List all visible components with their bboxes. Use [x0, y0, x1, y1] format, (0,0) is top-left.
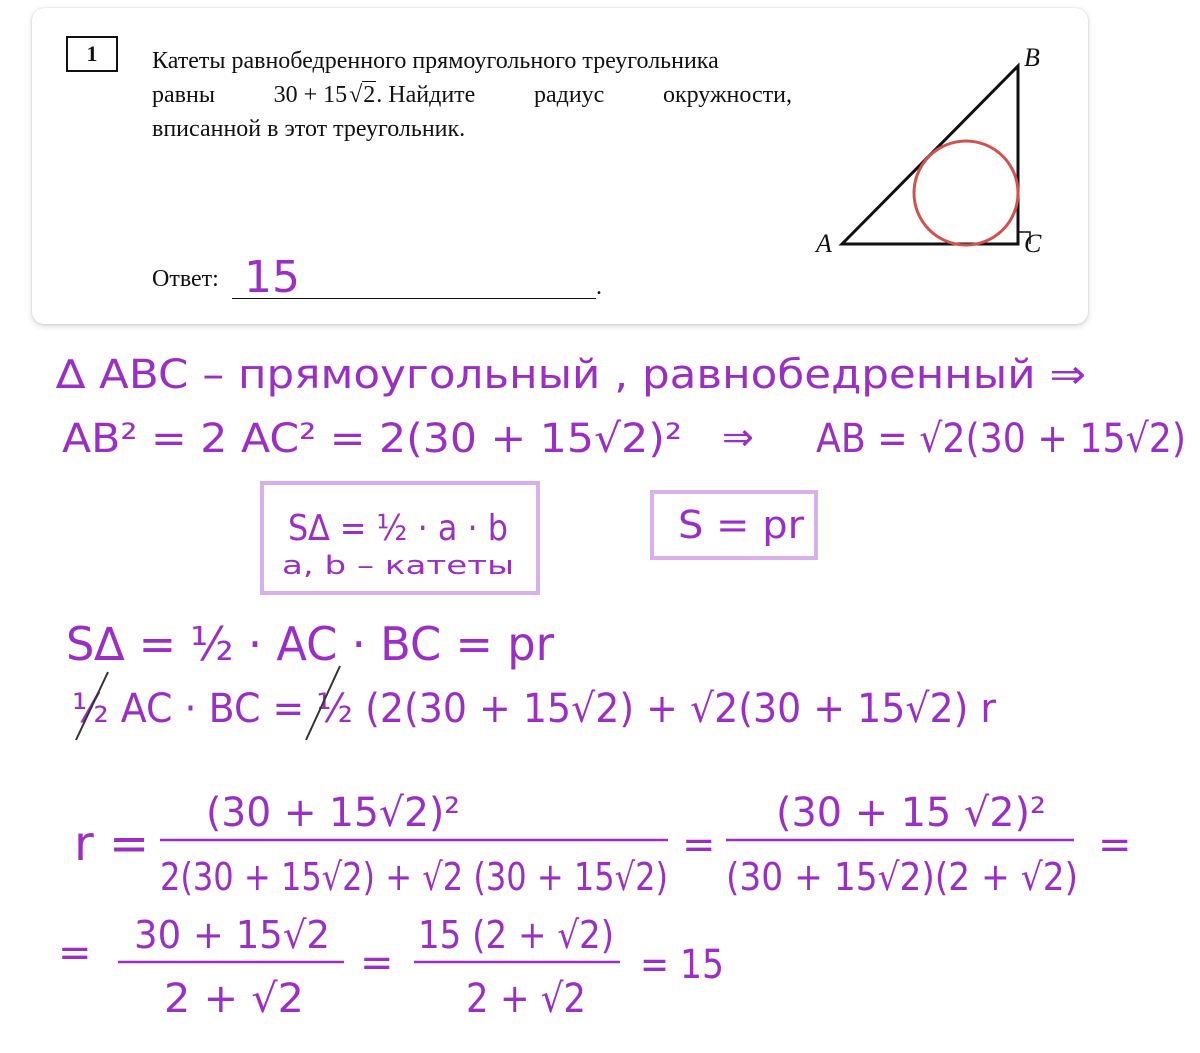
- answer-period: .: [596, 274, 602, 300]
- answer-label: Ответ:: [152, 266, 219, 292]
- statement-word: равны: [152, 82, 215, 108]
- radicand: 2: [363, 82, 376, 108]
- answer-value: 15: [244, 252, 300, 303]
- problem-number: 1: [66, 36, 118, 72]
- statement-line-1: Катеты равнобедренного прямоугольного треугольника: [152, 48, 719, 74]
- solution-line-4: ½ AC · BC = ½ (2(30 + 15√2) + √2(30 + 15√2) r: [72, 686, 997, 732]
- equals-sign: =: [58, 930, 92, 976]
- r-label: r =: [74, 816, 150, 872]
- vertex-a-label: A: [816, 229, 832, 258]
- equals-sign: =: [360, 940, 394, 986]
- statement-word: . Найдите: [376, 82, 476, 108]
- sqrt-symbol: √2: [349, 82, 376, 108]
- vertex-b-label: B: [1024, 43, 1040, 72]
- inscribed-circle: [914, 141, 1018, 245]
- fraction1-denominator: 2(30 + 15√2) + √2 (30 + 15√2): [160, 855, 668, 899]
- legs-note: a, b – катеты: [282, 551, 514, 581]
- triangle-figure: [814, 43, 1042, 258]
- vertex-c-label: C: [1024, 229, 1042, 258]
- area-formula: S∆ = ½ · a · b: [288, 508, 508, 549]
- statement-word: радиус: [533, 82, 605, 108]
- final-result: = 15: [640, 942, 724, 988]
- equals-sign: =: [1098, 822, 1132, 868]
- equals-sign: =: [682, 822, 716, 868]
- expression-text: 30 + 15: [273, 82, 348, 108]
- statement-line-3: вписанной в этот треугольник.: [152, 116, 466, 142]
- fraction1-numerator: (30 + 15√2)²: [206, 790, 460, 836]
- area-pr-formula: S = pr: [678, 503, 805, 547]
- fraction3-numerator: 30 + 15√2: [134, 913, 330, 957]
- fraction2-numerator: (30 + 15 √2)²: [776, 790, 1046, 836]
- fraction4-denominator: 2 + √2: [466, 976, 586, 1022]
- solution-line-1: ∆ ABC – прямоугольный , равнобедренный ⇒: [54, 352, 1086, 398]
- solution-line-2a: AB² = 2 AC² = 2(30 + 15√2)²: [62, 416, 683, 462]
- statement-word: окружности,: [662, 82, 792, 108]
- fraction4-numerator: 15 (2 + √2): [418, 913, 614, 957]
- solution-line-3: S∆ = ½ · AC · BC = pr: [66, 617, 555, 671]
- implies-arrow: ⇒: [722, 415, 754, 459]
- fraction2-denominator: (30 + 15√2)(2 + √2): [726, 855, 1078, 899]
- solution-line-2c: AB = √2(30 + 15√2): [816, 416, 1186, 462]
- fraction3-denominator: 2 + √2: [164, 976, 304, 1022]
